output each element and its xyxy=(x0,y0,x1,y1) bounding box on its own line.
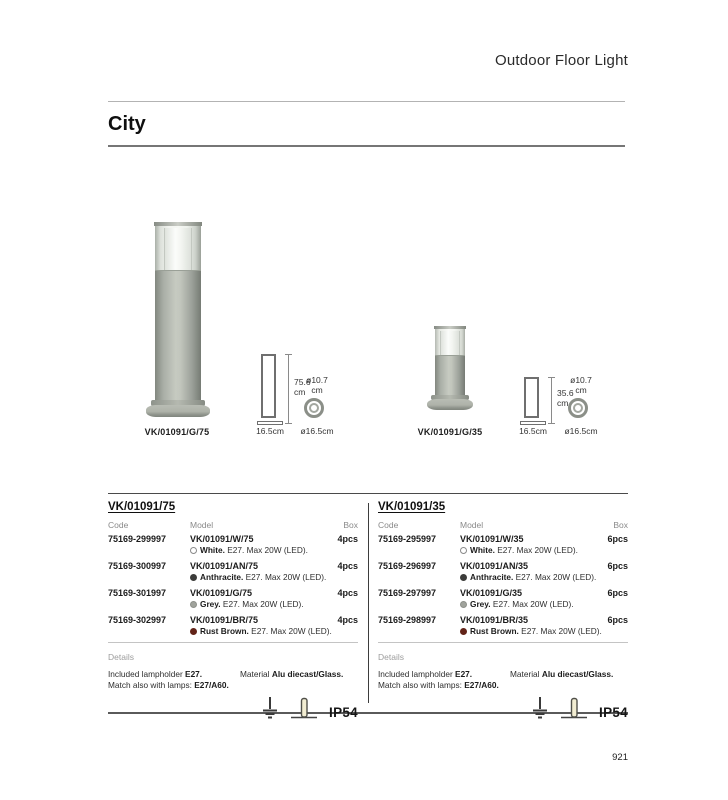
width-dimension-label: 16.5cm xyxy=(256,426,284,436)
product-code: 75169-299997 xyxy=(108,534,167,544)
model-description xyxy=(460,599,588,610)
base-diameter-label: ø16.5cm xyxy=(564,426,598,436)
color-swatch-dot xyxy=(190,601,197,608)
product-code: 75169-300997 xyxy=(108,561,167,572)
color-swatch-dot xyxy=(460,628,467,635)
material-text: Material xyxy=(510,669,542,680)
height-unit: cm xyxy=(294,387,306,398)
details-divider xyxy=(378,642,628,643)
product-table-35 xyxy=(378,501,628,719)
table-title: VK/01091/35 xyxy=(378,501,446,513)
table-row xyxy=(378,561,628,583)
lampholder-text: Included lampholder xyxy=(108,669,186,680)
top-diameter-label xyxy=(555,375,607,396)
model-name: VK/01091/W/75 xyxy=(190,534,254,544)
table-row xyxy=(108,561,358,583)
col-header-code: Code xyxy=(378,520,399,530)
material-line xyxy=(510,669,628,691)
model-cell xyxy=(460,561,597,583)
model-cell xyxy=(460,534,588,556)
ground-mount-icon xyxy=(531,696,549,719)
table-row xyxy=(108,588,358,610)
ip-rating-badge: IP54 xyxy=(329,704,358,720)
details-columns xyxy=(108,669,358,691)
model-description xyxy=(190,572,327,583)
lamp-spec: E27. Max 20W (LED). xyxy=(220,599,304,610)
box-quantity: 4pcs xyxy=(337,615,358,626)
side-view-base xyxy=(520,421,546,425)
model-description xyxy=(460,545,588,556)
color-swatch-dot xyxy=(190,628,197,635)
top-diameter-unit: cm xyxy=(575,385,587,396)
lamp-spec: E27. Max 20W (LED). xyxy=(224,545,308,556)
match-lamps-line xyxy=(378,680,510,691)
table-header-row xyxy=(378,520,628,530)
details-label: Details xyxy=(378,652,404,663)
material-value: Alu diecast/Glass. xyxy=(271,669,344,680)
top-view-circle xyxy=(304,398,324,418)
box-quantity: 4pcs xyxy=(337,561,358,572)
photo-model-label: VK/01091/G/75 xyxy=(144,427,210,437)
lampholder-value: E27. xyxy=(185,669,203,680)
lamp-spec: E27. Max 20W (LED). xyxy=(248,626,332,637)
bollard-photo-short xyxy=(427,326,473,410)
top-view-inner-circle xyxy=(573,403,583,413)
box-quantity: 6pcs xyxy=(607,561,628,572)
product-code: 75169-296997 xyxy=(378,561,437,572)
height-value: 35.6 xyxy=(557,388,574,398)
color-swatch-dot xyxy=(190,547,197,554)
box-quantity: 6pcs xyxy=(607,534,628,544)
top-diameter-value: ø10.7 xyxy=(570,375,592,385)
model-name: VK/01091/AN/35 xyxy=(460,561,529,572)
table-row xyxy=(378,534,628,556)
lamp-spec: E27. Max 20W (LED). xyxy=(490,599,574,610)
color-swatch-dot xyxy=(460,601,467,608)
product-code: 75169-298997 xyxy=(378,615,437,626)
box-quantity: 6pcs xyxy=(607,588,628,599)
model-description xyxy=(190,626,332,637)
width-dimension-label: 16.5cm xyxy=(519,426,547,436)
lampholder-value: E27. xyxy=(455,669,473,680)
box-quantity: 4pcs xyxy=(337,534,358,544)
lamp-inner-diffuser xyxy=(440,331,460,355)
product-code: 75169-297997 xyxy=(378,588,437,599)
table-row xyxy=(378,588,628,610)
lamp-spec: E27. Max 20W (LED). xyxy=(513,572,597,583)
model-name: VK/01091/G/35 xyxy=(460,588,523,599)
ip-rating-badge: IP54 xyxy=(599,704,628,720)
col-header-box: Box xyxy=(613,520,628,530)
tables-vertical-divider xyxy=(368,503,369,703)
lamp-base-foot xyxy=(146,405,210,417)
match-lamps-value: E27/A60. xyxy=(194,680,229,691)
color-name: Rust Brown. xyxy=(200,626,249,637)
top-view-inner-circle xyxy=(309,403,319,413)
height-dimension-line xyxy=(551,377,552,424)
color-swatch-dot xyxy=(460,547,467,554)
model-name: VK/01091/BR/75 xyxy=(190,615,259,626)
table-header-row xyxy=(108,520,358,530)
base-diameter-label: ø16.5cm xyxy=(300,426,334,436)
model-cell xyxy=(460,588,588,610)
header-rule xyxy=(108,101,625,102)
details-columns xyxy=(378,669,628,691)
lampholder-line xyxy=(378,669,510,680)
model-cell xyxy=(190,615,332,637)
height-dimension-line xyxy=(288,354,289,424)
model-description xyxy=(190,545,318,556)
color-name: White. xyxy=(470,545,495,556)
table-title: VK/01091/75 xyxy=(108,501,176,513)
box-quantity: 4pcs xyxy=(337,588,358,599)
photo-model-label: VK/01091/G/35 xyxy=(417,427,483,437)
col-header-code: Code xyxy=(108,520,129,530)
table-row xyxy=(378,615,628,637)
details-left-column xyxy=(378,669,510,691)
model-description xyxy=(190,599,318,610)
model-description xyxy=(460,572,597,583)
height-unit: cm xyxy=(557,398,569,409)
table-row xyxy=(108,615,358,637)
material-value: Alu diecast/Glass. xyxy=(541,669,614,680)
lamp-base-foot xyxy=(427,399,473,410)
height-value: 75.6 xyxy=(294,377,311,387)
product-code: 75169-302997 xyxy=(108,615,167,626)
col-header-box: Box xyxy=(343,520,358,530)
model-cell xyxy=(190,588,318,610)
col-header-model: Model xyxy=(460,520,484,530)
title-rule xyxy=(108,145,625,147)
bollard-photo-tall xyxy=(146,222,210,418)
side-view-outline xyxy=(524,377,539,418)
color-name: White. xyxy=(200,545,225,556)
ground-mount-icon xyxy=(261,696,279,719)
material-line xyxy=(240,669,358,691)
model-cell xyxy=(190,534,318,556)
match-lamps-line xyxy=(108,680,240,691)
lamp-spec: E27. Max 20W (LED). xyxy=(494,545,578,556)
model-name: VK/01091/W/35 xyxy=(460,534,524,544)
color-name: Grey. xyxy=(200,599,221,610)
model-name: VK/01091/BR/35 xyxy=(460,615,529,626)
box-quantity: 6pcs xyxy=(607,615,628,626)
lamp-body-column xyxy=(155,270,201,402)
lampholder-text: Included lampholder xyxy=(378,669,456,680)
lamp-body-column xyxy=(435,355,465,397)
product-code: 75169-295997 xyxy=(378,534,437,544)
bollard-light-icon xyxy=(561,696,587,719)
top-diameter-value: ø10.7 xyxy=(306,375,328,385)
side-view-outline xyxy=(261,354,276,418)
top-diameter-unit: cm xyxy=(311,385,323,396)
lampholder-line xyxy=(108,669,240,680)
certification-icons-row xyxy=(378,696,628,719)
certification-icons-row xyxy=(108,696,358,719)
lamp-spec: E27. Max 20W (LED). xyxy=(518,626,602,637)
model-description xyxy=(460,626,602,637)
col-header-model: Model xyxy=(190,520,214,530)
match-lamps-value: E27/A60. xyxy=(464,680,499,691)
match-lamps-text: Match also with lamps: xyxy=(108,680,195,691)
category-heading: Outdoor Floor Light xyxy=(494,52,628,69)
model-name: VK/01091/AN/75 xyxy=(190,561,259,572)
model-name: VK/01091/G/75 xyxy=(190,588,253,599)
color-name: Anthracite. xyxy=(200,572,244,583)
bollard-light-icon xyxy=(291,696,317,719)
match-lamps-text: Match also with lamps: xyxy=(378,680,465,691)
top-diameter-label xyxy=(291,375,343,396)
lamp-inner-diffuser xyxy=(164,228,192,270)
color-name: Rust Brown. xyxy=(470,626,519,637)
top-view-circle xyxy=(568,398,588,418)
color-name: Grey. xyxy=(470,599,491,610)
color-name: Anthracite. xyxy=(470,572,514,583)
lamp-spec: E27. Max 20W (LED). xyxy=(243,572,327,583)
table-row xyxy=(108,534,358,556)
material-text: Material xyxy=(240,669,272,680)
details-label: Details xyxy=(108,652,134,663)
page-title: City xyxy=(108,113,146,135)
tables-top-rule xyxy=(108,493,628,494)
model-cell xyxy=(190,561,327,583)
details-left-column xyxy=(108,669,240,691)
product-code: 75169-301997 xyxy=(108,588,167,599)
color-swatch-dot xyxy=(190,574,197,581)
model-cell xyxy=(460,615,602,637)
product-table-75 xyxy=(108,501,358,719)
page-number: 921 xyxy=(612,752,628,763)
side-view-base xyxy=(257,421,283,425)
color-swatch-dot xyxy=(460,574,467,581)
details-divider xyxy=(108,642,358,643)
